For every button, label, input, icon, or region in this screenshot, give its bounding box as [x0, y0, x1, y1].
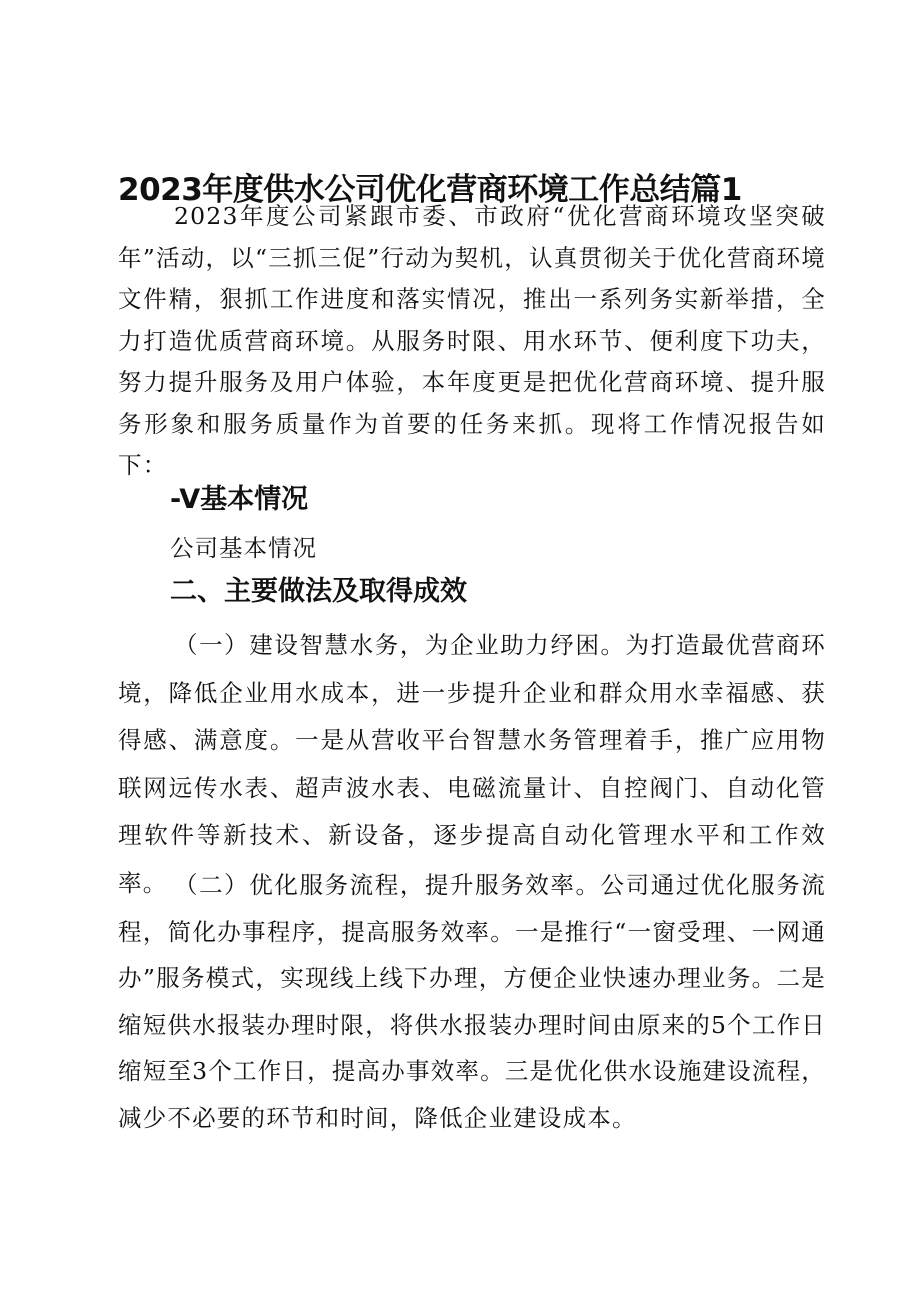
document-title: 2023年度供水公司优化营商环境工作总结篇1: [118, 172, 742, 208]
section-heading-basic-situation: -V基本情况: [170, 484, 309, 515]
section-basic-situation-text: 公司基本情况: [170, 534, 317, 562]
practice-item-smart-water: （一）建设智慧水务，为企业助力纾困。为打造最优营商环境，降低企业用水成本，进一步提升企业和群众用水幸福感、获得感、满意度。一是从营收平台智慧水务管理着手，推广应用物联网远传水表、超声波水表、电磁流量计、自控阀门、自动化管理软件等新技术、新设备，逐步提高自动化管理水平和工作效率。: [118, 631, 826, 897]
practice-item-service-process: （二）优化服务流程，提升服务效率。公司通过优化服务流程，简化办事程序，提高服务效率。一是推行“一窗受理、一网通办”服务模式，实现线上线下办理，方便企业快速办理业务。二是缩短供水报装办理时限，将供水报装办理时间由原来的5个工作日缩短至3个工作日，提高办事效率。三是优化供水设施建设流程，减少不必要的环节和时间，降低企业建设成本。: [118, 871, 826, 1132]
intro-paragraph: 2023年度公司紧跟市委、市政府“优化营商环境攻坚突破年”活动，以“三抓三促”行动为契机，认真贯彻关于优化营商环境文件精，狠抓工作进度和落实情况，推出一系列务实新举措，全力打造优质营商环境。从服务时限、用水环节、便利度下功夫，努力提升服务及用户体验，本年度更是把优化营商环境、提升服务形象和服务质量作为首要的任务来抓。现将工作情况报告如下：: [118, 202, 826, 479]
section-heading-main-practices: 二、主要做法及取得成效: [170, 576, 467, 607]
